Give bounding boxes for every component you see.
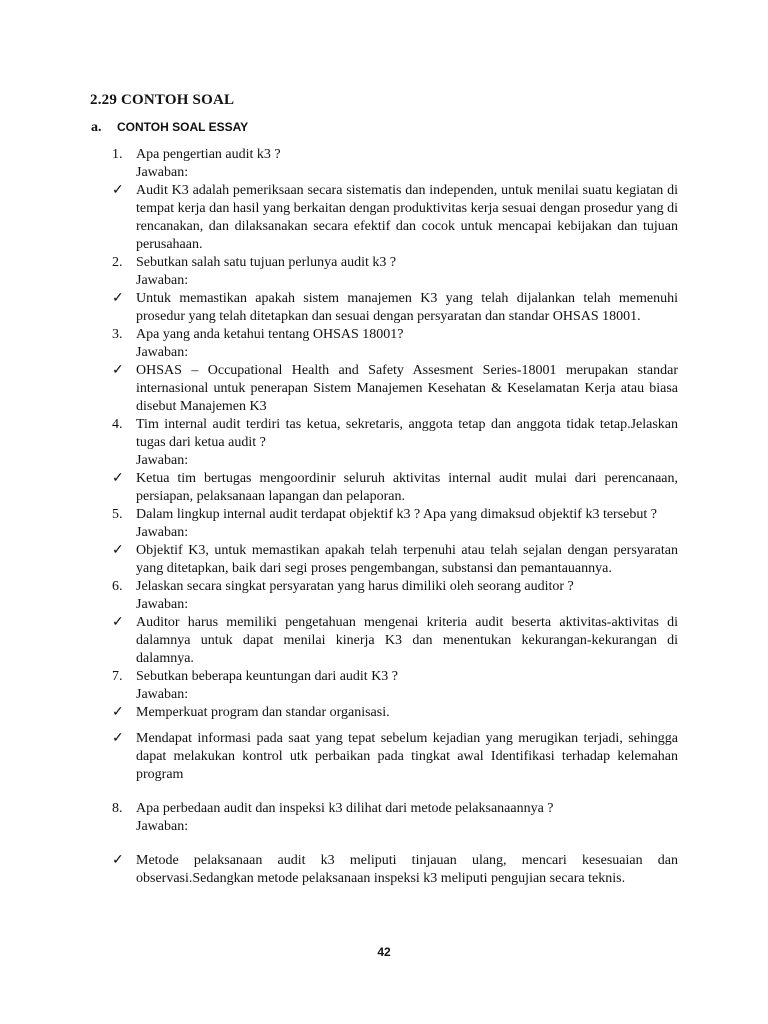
answer-label: Jawaban: [136,273,189,288]
question-item [112,578,678,596]
question-text: Sebutkan beberapa keuntungan dari audit K3 ? [136,669,399,684]
answer-text: Ketua tim bertugas mengoordinir seluruh aktivitas internal audit mulai dari perencanaan, persiapan, pelaksanaan lapangan dan pelaporan. [136,471,678,504]
check-icon: ✓ [112,705,124,720]
subsection-letter: a. [91,120,102,135]
answer-text: Untuk memastikan apakah sistem manajemen K3 yang telah dijalankan telah memenuhi prosedur yang telah ditetapkan dan sesuai dengan persyaratan dan standar OHSAS 18001. [136,291,678,324]
question-item [112,668,678,686]
subsection-heading [91,120,248,136]
question-item [112,416,678,452]
answer-label: Jawaban: [136,345,189,360]
question-text: Tim internal audit terdiri tas ketua, sekretaris, anggota tetap dan anggota tidak tetap.Jelaskan tugas dari ketua audit ? [136,417,678,450]
answer-item [112,704,678,722]
answer-text: Metode pelaksanaan audit k3 meliputi tinjauan ulang, mencari kesesuaian dan observasi.Sedangkan metode pelaksanaan inspeksi k3 meliputi pengujian secara teknis. [136,853,678,886]
answer-item [112,290,678,326]
answer-label: Jawaban: [136,453,189,468]
check-icon: ✓ [112,731,124,746]
answer-item [112,470,678,506]
answer-item [112,362,678,416]
question-number: 7. [112,669,123,684]
question-list [112,146,678,888]
question-number: 8. [112,801,123,816]
question-number: 1. [112,147,123,162]
question-number: 6. [112,579,123,594]
answer-item [112,542,678,578]
question-number: 2. [112,255,123,270]
check-icon: ✓ [112,543,124,558]
check-icon: ✓ [112,471,124,486]
question-text: Apa pengertian audit k3 ? [136,147,281,162]
question-text: Apa perbedaan audit dan inspeksi k3 dilihat dari metode pelaksanaannya ? [136,801,554,816]
question-number: 3. [112,327,123,342]
answer-text: Memperkuat program dan standar organisasi. [136,705,390,720]
answer-text: Auditor harus memiliki pengetahuan mengenai kriteria audit beserta aktivitas-aktivitas di dalamnya untuk dapat menilai kinerja K3 dan menentukan kekurangan-kekurangan di dalamnya. [136,615,678,666]
check-icon: ✓ [112,615,124,630]
question-text: Sebutkan salah satu tujuan perlunya audit k3 ? [136,255,397,270]
question-number: 5. [112,507,123,522]
answer-text: OHSAS – Occupational Health and Safety Assesment Series-18001 merupakan standar internasional untuk penerapan Sistem Manajemen Kesehatan & Keselamatan Kerja atau biasa disebut Manajemen K3 [136,363,678,414]
check-icon: ✓ [112,183,124,198]
question-text: Jelaskan secara singkat persyaratan yang harus dimiliki oleh seorang auditor ? [136,579,574,594]
question-number: 4. [112,417,123,432]
answer-item [112,614,678,668]
answer-label: Jawaban: [136,165,189,180]
answer-label: Jawaban: [136,597,189,612]
question-item [112,506,678,524]
check-icon: ✓ [112,291,124,306]
question-text: Apa yang anda ketahui tentang OHSAS 18001? [136,327,404,342]
page-number: 42 [377,945,391,959]
answer-item [112,852,678,888]
question-item [112,800,678,818]
section-heading: 2.29 CONTOH SOAL [90,92,235,108]
answer-text: Audit K3 adalah pemeriksaan secara sistematis dan independen, untuk menilai suatu kegiatan di tempat kerja dan hasil yang berkaitan dengan produktivitas kerja sesuai dengan prosedur yang di rencanakan, dan dilaksanakan secara efektif dan cocok untuk mencapai kebijakan dan tujuan perusahaan. [136,183,678,252]
answer-item [112,730,678,784]
answer-text: Objektif K3, untuk memastikan apakah telah terpenuhi atau telah sejalan dengan persyaratan yang ditetapkan, baik dari segi proses pengembangan, substansi dan pemantauannya. [136,543,678,576]
subsection-title: CONTOH SOAL ESSAY [117,120,249,134]
answer-item [112,182,678,254]
question-item [112,146,678,164]
answer-label: Jawaban: [136,819,189,834]
check-icon: ✓ [112,363,124,378]
answer-text: Mendapat informasi pada saat yang tepat sebelum kejadian yang merugikan terjadi, sehingga dapat melakukan kontrol utk perbaikan pada tingkat awal Identifikasi terhadap kelemahan program [136,731,678,782]
question-item [112,254,678,272]
answer-label: Jawaban: [136,687,189,702]
answer-label: Jawaban: [136,525,189,540]
question-text: Dalam lingkup internal audit terdapat objektif k3 ? Apa yang dimaksud objektif k3 tersebut ? [136,507,657,522]
check-icon: ✓ [112,853,124,868]
question-item [112,326,678,344]
